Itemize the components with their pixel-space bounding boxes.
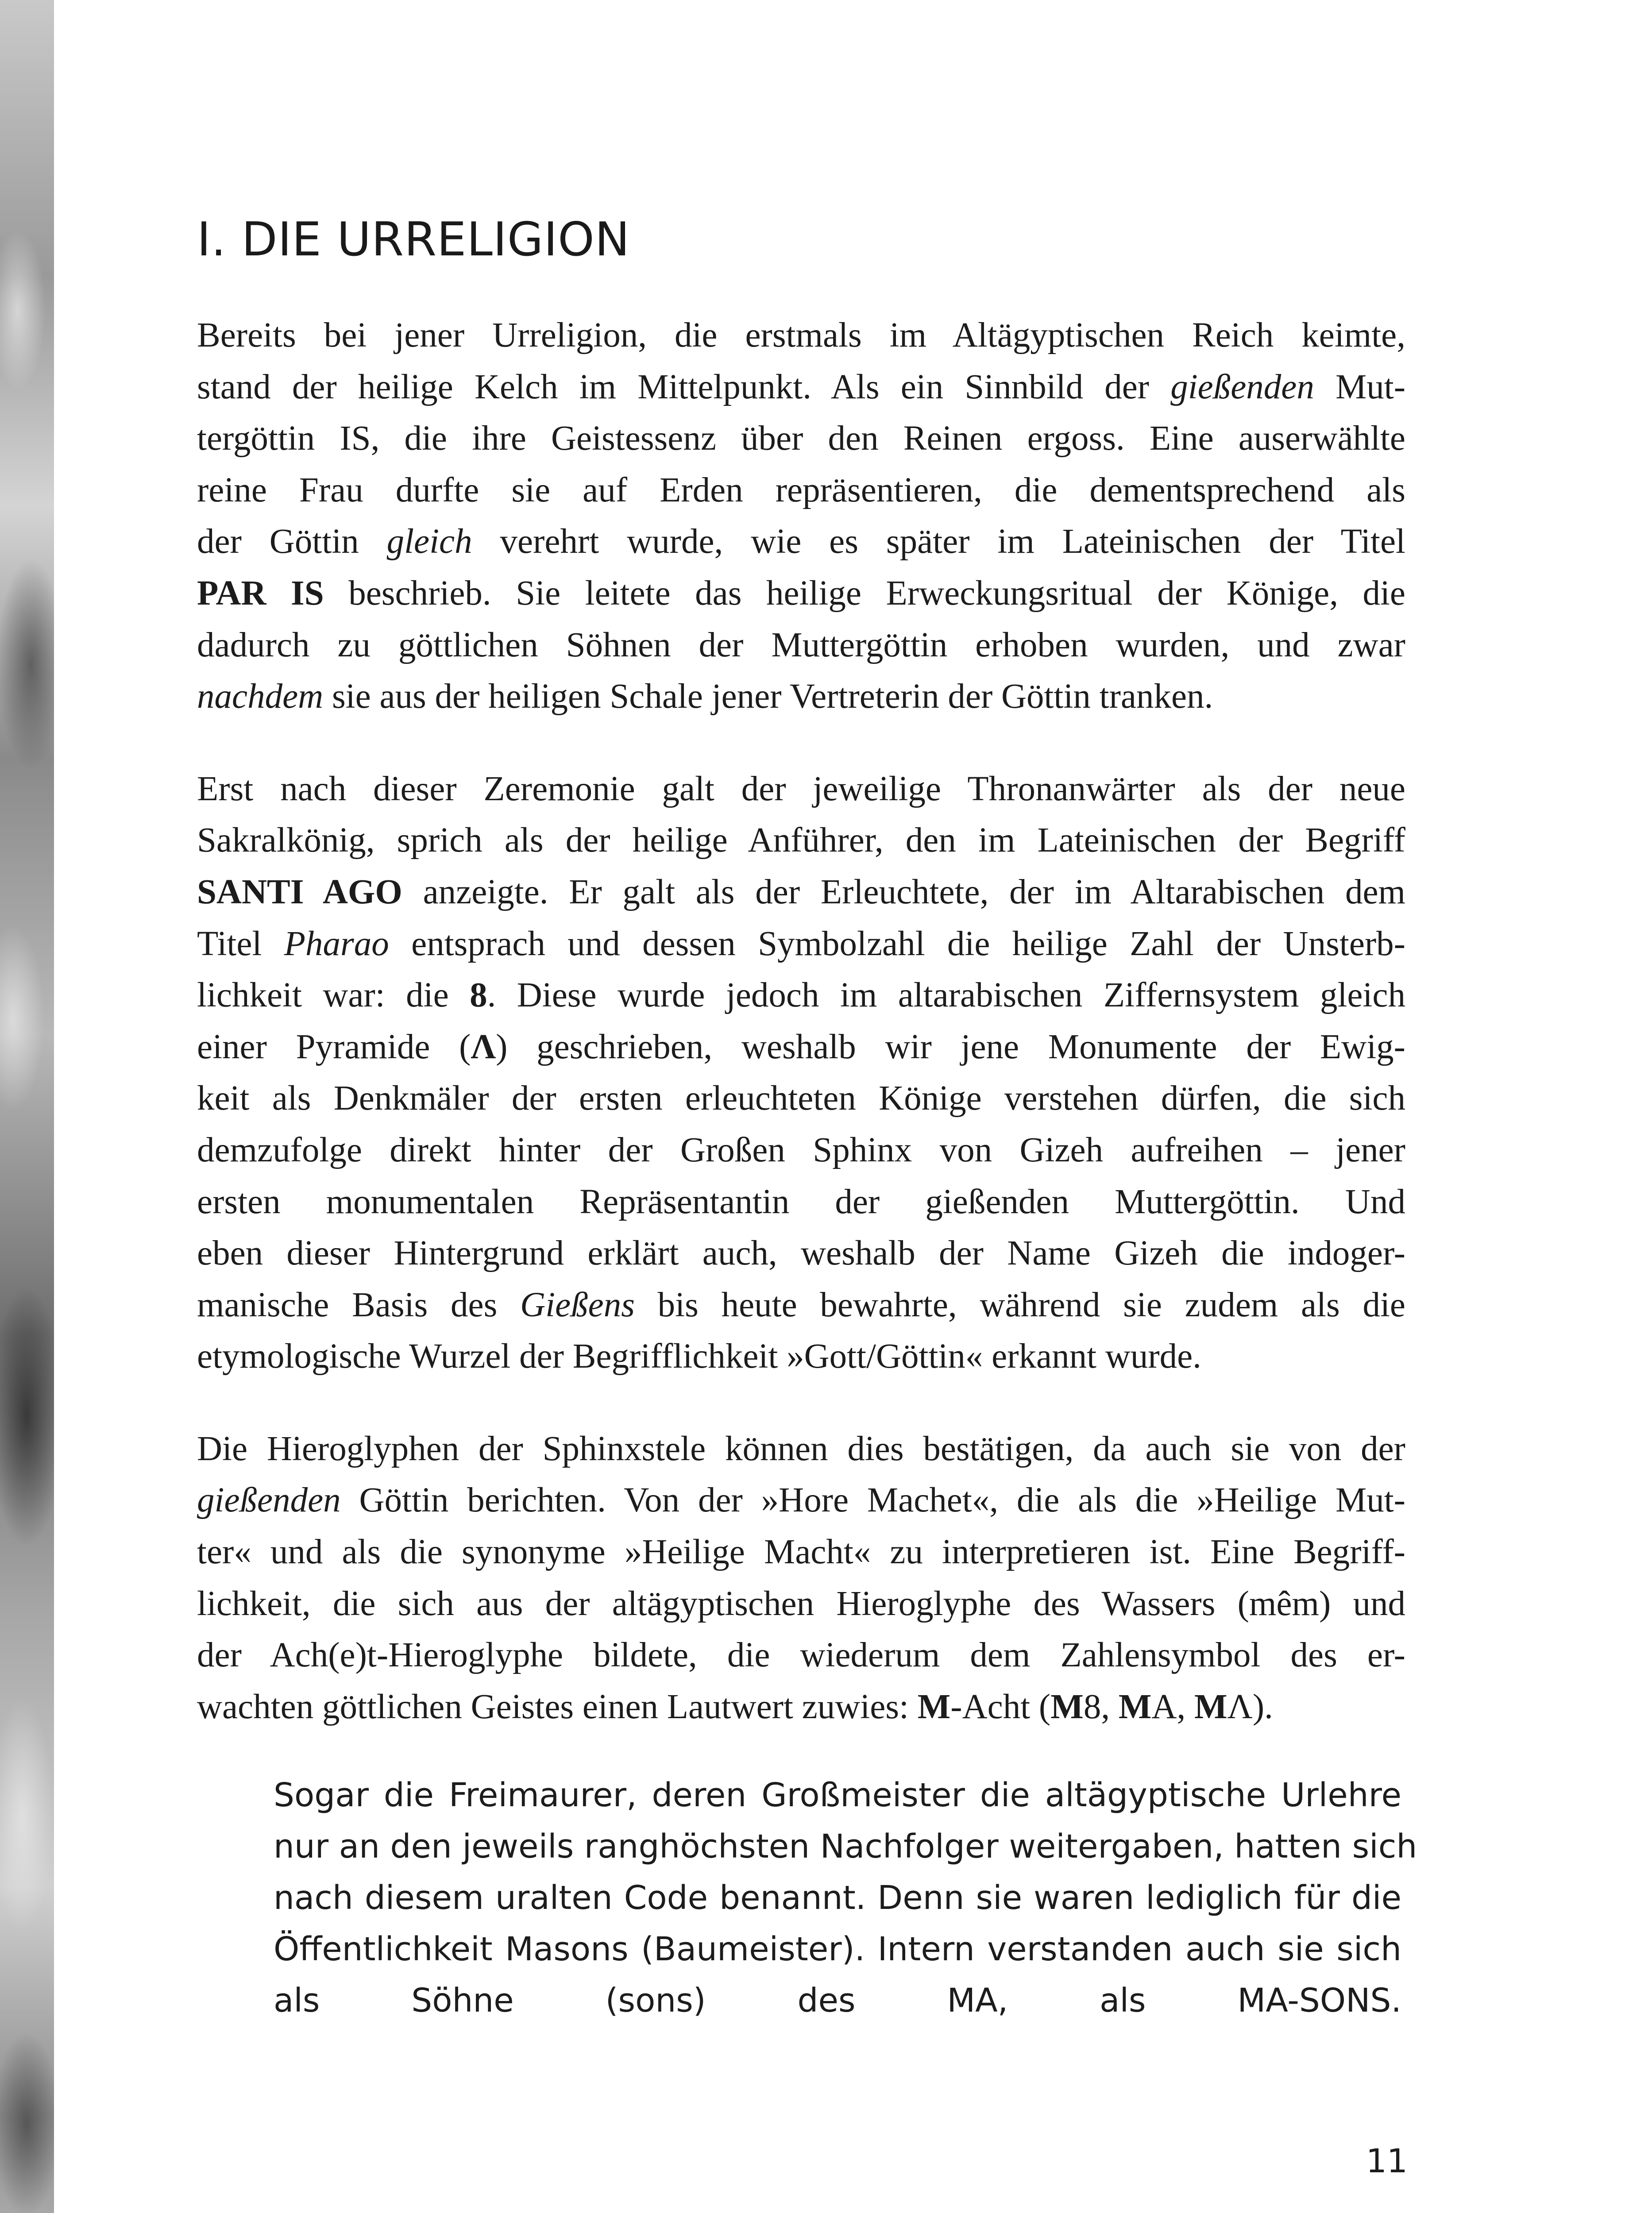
quote-line: als Söhne (sons) des MA, als MA-SONS. bbox=[274, 1982, 1401, 2020]
text-run: etymologische Wurzel der Begrifflichkeit »Gott/Göttin« erkannt wurde. bbox=[197, 1337, 1201, 1376]
page-edge-texture bbox=[0, 0, 54, 2213]
text-line bbox=[197, 1331, 1405, 1383]
bold-run: 8 bbox=[470, 976, 487, 1015]
text-run: demzufolge direkt hinter der Großen Sphinx von Gizeh aufreihen – jener bbox=[197, 1130, 1405, 1169]
bold-run: M bbox=[1050, 1687, 1084, 1726]
text-run: bis heute bewahrte, während sie zudem als die bbox=[634, 1285, 1405, 1324]
text-run: eben dieser Hintergrund erklärt auch, weshalb der Name Gizeh die indoger- bbox=[197, 1234, 1405, 1273]
paragraph bbox=[197, 310, 1405, 723]
text-line bbox=[197, 568, 1405, 620]
text-line bbox=[197, 620, 1405, 671]
italic-run: gießenden bbox=[1170, 367, 1314, 406]
paragraph bbox=[197, 1423, 1405, 1733]
text-line bbox=[197, 970, 1405, 1022]
quote-line: Öffentlichkeit Masons (Baumeister). Intern verstanden auch sie sich bbox=[274, 1930, 1401, 1968]
bold-run: PAR IS bbox=[197, 574, 324, 613]
italic-run: gießenden bbox=[197, 1481, 341, 1520]
text-run: einer Pyramide ( bbox=[197, 1027, 471, 1066]
text-line bbox=[197, 671, 1405, 723]
text-run: 8, bbox=[1083, 1687, 1119, 1726]
bold-run: Λ bbox=[471, 1027, 496, 1066]
text-run: beschrieb. Sie leitete das heilige Erweckungsritual der Könige, die bbox=[324, 574, 1405, 613]
quote-line: Sogar die Freimaurer, deren Großmeister die altägyptische Urlehre bbox=[274, 1776, 1401, 1814]
text-line bbox=[197, 465, 1405, 517]
text-line bbox=[197, 1022, 1405, 1073]
text-line bbox=[197, 867, 1405, 918]
text-line bbox=[197, 1280, 1405, 1331]
body-text bbox=[197, 310, 1405, 1773]
text-run: reine Frau durfte sie auf Erden repräsentieren, die dementsprechend als bbox=[197, 470, 1405, 509]
text-run: Sakralkönig, sprich als der heilige Anführer, den im Lateinischen der Begriff bbox=[197, 821, 1405, 860]
quote-line: nur an den jeweils ranghöchsten Nachfolger weitergaben, hatten sich bbox=[274, 1827, 1417, 1866]
paragraph bbox=[197, 763, 1405, 1383]
text-run: wachten göttlichen Geistes einen Lautwert zuwies: bbox=[197, 1687, 918, 1726]
text-run: sie aus der heiligen Schale jener Vertreterin der Göttin tranken. bbox=[323, 677, 1213, 716]
page-number: 11 bbox=[1366, 2142, 1408, 2180]
text-run: Λ). bbox=[1227, 1687, 1273, 1726]
text-line bbox=[197, 1475, 1405, 1527]
text-line bbox=[197, 1630, 1405, 1681]
text-run: Erst nach dieser Zeremonie galt der jeweilige Thronanwärter als der neue bbox=[197, 769, 1405, 808]
text-line bbox=[197, 1578, 1405, 1630]
quote-line: nach diesem uralten Code benannt. Denn sie waren lediglich für die bbox=[274, 1879, 1401, 1917]
text-run: -Acht ( bbox=[950, 1687, 1051, 1726]
text-line bbox=[197, 516, 1405, 568]
text-run: Göttin berichten. Von der »Hore Machet«, die als die »Heilige Mut- bbox=[340, 1481, 1405, 1520]
text-run: Mut- bbox=[1314, 367, 1405, 406]
italic-run: gleich bbox=[386, 522, 472, 561]
italic-run: Pharao bbox=[284, 924, 389, 963]
text-line bbox=[197, 918, 1405, 970]
text-line bbox=[197, 1423, 1405, 1475]
text-line bbox=[197, 1176, 1405, 1228]
text-run: manische Basis des bbox=[197, 1285, 521, 1324]
text-run: der Ach(e)t-Hieroglyphe bildete, die wiederum dem Zahlensymbol des er- bbox=[197, 1636, 1405, 1675]
text-line bbox=[197, 413, 1405, 465]
text-line bbox=[197, 1125, 1405, 1176]
indented-quote bbox=[274, 1770, 1417, 2026]
text-run: ter« und als die synonyme »Heilige Macht« zu interpretieren ist. Eine Begriff- bbox=[197, 1533, 1405, 1572]
text-run: Bereits bei jener Urreligion, die erstmals im Altägyptischen Reich keimte, bbox=[197, 316, 1405, 355]
text-run: stand der heilige Kelch im Mittelpunkt. Als ein Sinnbild der bbox=[197, 367, 1171, 406]
text-line bbox=[197, 815, 1405, 867]
chapter-title: I. DIE URRELIGION bbox=[197, 212, 630, 266]
text-run: der Göttin bbox=[197, 522, 387, 561]
text-line bbox=[197, 1228, 1405, 1280]
bold-run: M bbox=[1194, 1687, 1227, 1726]
text-run: keit als Denkmäler der ersten erleuchteten Könige verstehen dürfen, die sich bbox=[197, 1079, 1405, 1118]
text-line bbox=[197, 1073, 1405, 1125]
text-run: dadurch zu göttlichen Söhnen der Muttergöttin erhoben wurden, und zwar bbox=[197, 625, 1405, 664]
text-run: Die Hieroglyphen der Sphinxstele können dies bestätigen, da auch sie von der bbox=[197, 1429, 1405, 1468]
text-run: . Diese wurde jedoch im altarabischen Ziffernsystem gleich bbox=[487, 976, 1405, 1015]
text-line bbox=[197, 1527, 1405, 1578]
bold-run: M bbox=[1118, 1687, 1152, 1726]
text-run: ersten monumentalen Repräsentantin der gießenden Muttergöttin. Und bbox=[197, 1182, 1405, 1221]
text-run: tergöttin IS, die ihre Geistessenz über den Reinen ergoss. Eine auserwählte bbox=[197, 419, 1405, 458]
text-run: verehrt wurde, wie es später im Lateinischen der Titel bbox=[472, 522, 1405, 561]
text-run: A, bbox=[1151, 1687, 1194, 1726]
text-line bbox=[197, 763, 1405, 815]
text-run: anzeigte. Er galt als der Erleuchtete, der im Altarabischen dem bbox=[402, 872, 1405, 911]
bold-run: M bbox=[917, 1687, 951, 1726]
bold-run: SANTI AGO bbox=[197, 872, 402, 911]
text-run: entsprach und dessen Symbolzahl die heilige Zahl der Unsterb- bbox=[389, 924, 1405, 963]
text-line bbox=[197, 362, 1405, 413]
text-run: Titel bbox=[197, 924, 284, 963]
text-run: lichkeit war: die bbox=[197, 976, 470, 1015]
text-line bbox=[197, 1681, 1405, 1733]
text-run: lichkeit, die sich aus der altägyptischen Hieroglyphe des Wassers (mêm) und bbox=[197, 1584, 1405, 1623]
text-line bbox=[197, 310, 1405, 362]
text-run: ) geschrieben, weshalb wir jene Monumente der Ewig- bbox=[496, 1027, 1405, 1066]
italic-run: Gießens bbox=[520, 1285, 635, 1324]
italic-run: nachdem bbox=[197, 677, 324, 716]
